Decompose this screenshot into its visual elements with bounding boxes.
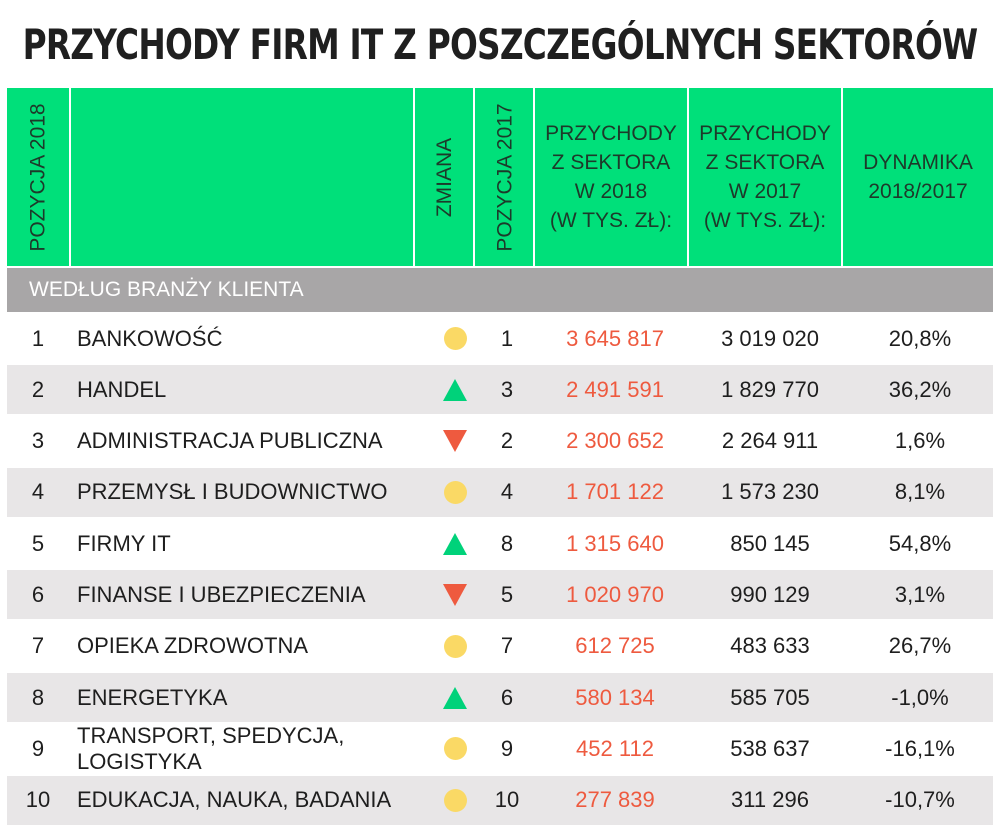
dynamics-value: -10,7%	[885, 787, 955, 813]
table-row	[7, 519, 993, 568]
position-2017: 7	[500, 633, 514, 659]
dynamics-value: 8,1%	[894, 479, 946, 505]
revenue-2017: 1 829 770	[721, 376, 819, 402]
revenue-2018: 1 315 640	[566, 530, 664, 556]
header-rev2017-label: PRZYCHODY Z SEKTORA W 2017 (W TYS. ZŁ):	[699, 122, 831, 232]
revenue-2018: 2 300 652	[566, 428, 664, 454]
sector-name: BANKOWOŚĆ	[77, 325, 223, 351]
same-icon	[444, 789, 467, 812]
sector-name: PRZEMYSŁ I BUDOWNICTWO	[77, 479, 388, 505]
sector-name: FIRMY IT	[77, 530, 171, 556]
header-dynamics-label: DYNAMIKA 2018/2017	[863, 151, 973, 203]
table-row	[7, 570, 993, 619]
section-label: WEDŁUG BRANŻY KLIENTA	[7, 268, 993, 312]
revenue-2017: 2 264 911	[721, 428, 819, 454]
position-2018: 8	[31, 684, 45, 710]
position-2018: 7	[31, 633, 45, 659]
revenue-2017: 850 145	[730, 530, 810, 556]
position-2018: 4	[31, 479, 45, 505]
same-icon	[444, 327, 467, 350]
dynamics-value: -1,0%	[891, 684, 949, 710]
dynamics-value: -16,1%	[885, 735, 955, 761]
position-2017: 5	[500, 581, 514, 607]
revenue-2017: 3 019 020	[721, 325, 819, 351]
revenue-2017: 990 129	[730, 581, 810, 607]
position-2018: 10	[25, 787, 51, 813]
revenue-2017: 538 637	[730, 735, 810, 761]
position-2017: 10	[494, 787, 520, 813]
change-indicator	[425, 673, 485, 722]
change-indicator	[425, 622, 485, 671]
header-rev2018-label: PRZYCHODY Z SEKTORA W 2018 (W TYS. ZŁ):	[545, 122, 677, 232]
revenue-2018: 277 839	[575, 787, 655, 813]
revenue-2017: 483 633	[730, 633, 810, 659]
table-body	[7, 314, 993, 827]
up-icon	[443, 687, 467, 709]
up-icon	[443, 533, 467, 555]
table-row	[7, 365, 993, 414]
same-icon	[444, 737, 467, 760]
header-change-label: ZMIANA	[433, 137, 457, 217]
up-icon	[443, 379, 467, 401]
dynamics-value: 26,7%	[888, 633, 952, 659]
position-2018: 5	[31, 530, 45, 556]
sector-name: TRANSPORT, SPEDYCJA, LOGISTYKA	[77, 722, 345, 774]
table-row	[7, 673, 993, 722]
same-icon	[444, 481, 467, 504]
revenue-2017: 585 705	[730, 684, 810, 710]
header-pos2017	[475, 88, 535, 266]
change-indicator	[425, 417, 485, 466]
revenue-2018: 612 725	[575, 633, 655, 659]
revenue-2017: 1 573 230	[721, 479, 819, 505]
table-row	[7, 468, 993, 517]
position-2018: 6	[31, 581, 45, 607]
sector-name: HANDEL	[77, 376, 167, 402]
revenue-2018: 1 020 970	[566, 581, 664, 607]
change-indicator	[425, 724, 485, 773]
header-rev2018	[535, 88, 687, 266]
dynamics-value: 3,1%	[894, 581, 946, 607]
position-2018: 2	[31, 376, 45, 402]
revenue-2018: 1 701 122	[566, 479, 664, 505]
same-icon	[444, 635, 467, 658]
page-title: PRZYCHODY FIRM IT Z POSZCZEGÓLNYCH SEKTORÓW	[22, 19, 978, 69]
header-pos2018	[7, 88, 69, 266]
sector-name: ADMINISTRACJA PUBLICZNA	[77, 428, 383, 454]
position-2017: 4	[500, 479, 514, 505]
revenue-2018: 580 134	[575, 684, 655, 710]
sector-name: FINANSE I UBEZPIECZENIA	[77, 581, 366, 607]
header-rev2017	[689, 88, 841, 266]
header-dynamics	[843, 88, 993, 266]
table-row	[7, 622, 993, 671]
down-icon	[443, 584, 467, 606]
header-change	[415, 88, 475, 266]
position-2017: 2	[500, 428, 514, 454]
change-indicator	[425, 314, 485, 363]
change-indicator	[425, 365, 485, 414]
table-header	[7, 88, 993, 266]
change-indicator	[425, 519, 485, 568]
position-2017: 6	[500, 684, 514, 710]
table-row	[7, 776, 993, 825]
position-2018: 9	[31, 735, 45, 761]
position-2018: 3	[31, 428, 45, 454]
sector-name: OPIEKA ZDROWOTNA	[77, 633, 309, 659]
dynamics-value: 1,6%	[894, 428, 946, 454]
sector-name: ENERGETYKA	[77, 684, 228, 710]
change-indicator	[425, 776, 485, 825]
position-2017: 8	[500, 530, 514, 556]
dynamics-value: 20,8%	[888, 325, 952, 351]
change-indicator	[425, 468, 485, 517]
table-row	[7, 417, 993, 466]
table-row	[7, 724, 993, 773]
sector-name: EDUKACJA, NAUKA, BADANIA	[77, 787, 392, 813]
header-divider	[69, 88, 71, 266]
position-2018: 1	[31, 325, 45, 351]
position-2017: 9	[500, 735, 514, 761]
revenue-2017: 311 296	[731, 787, 809, 813]
revenue-2018: 452 112	[576, 735, 654, 761]
revenue-2018: 3 645 817	[566, 325, 664, 351]
revenue-2018: 2 491 591	[566, 376, 664, 402]
dynamics-value: 54,8%	[888, 530, 952, 556]
header-pos2017-label: POZYCJA 2017	[493, 102, 517, 252]
dynamics-value: 36,2%	[888, 376, 952, 402]
down-icon	[443, 430, 467, 452]
header-pos2018-label: POZYCJA 2018	[26, 102, 50, 252]
change-indicator	[425, 570, 485, 619]
table-row	[7, 314, 993, 363]
position-2017: 1	[500, 325, 514, 351]
position-2017: 3	[500, 376, 514, 402]
